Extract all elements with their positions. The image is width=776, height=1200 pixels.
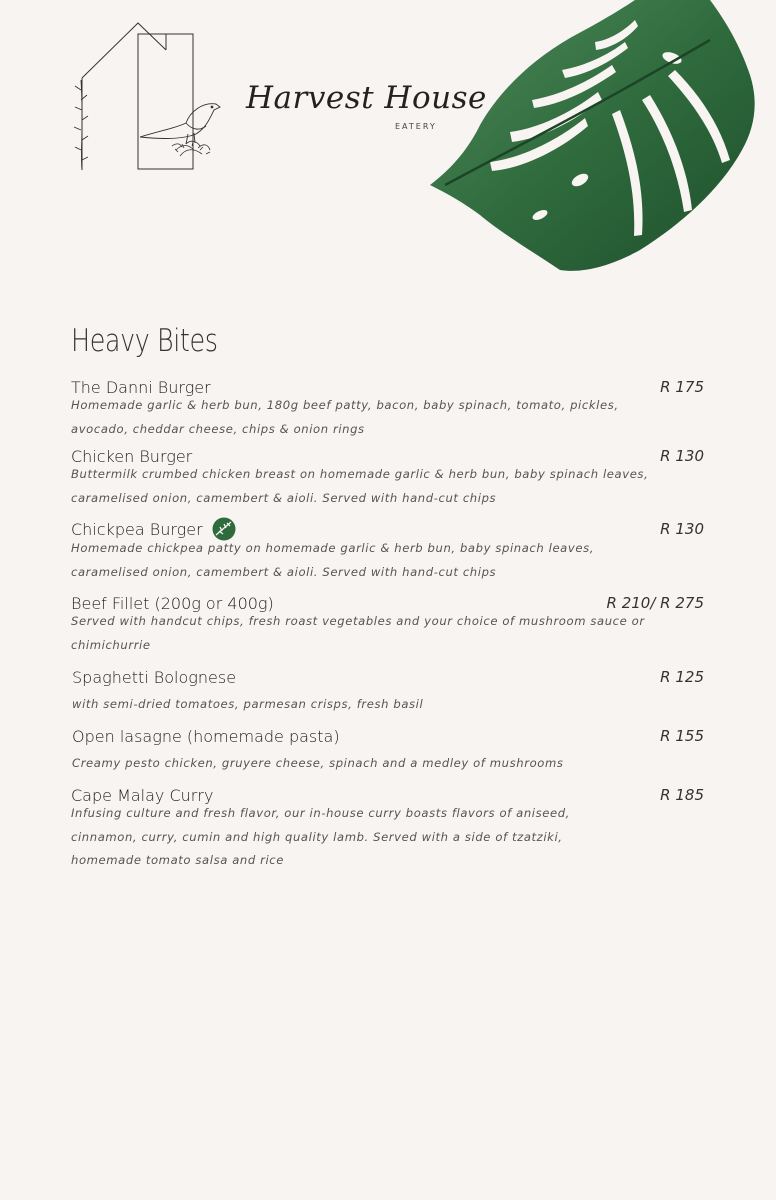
item-name: Cape Malay Curry — [71, 786, 214, 805]
item-price: R 185 — [660, 786, 704, 804]
item-price: R 210/ R 275 — [606, 594, 704, 612]
item-name: Beef Fillet (200g or 400g) — [71, 594, 274, 613]
item-price: R 125 — [660, 668, 704, 686]
item-price: R 130 — [660, 520, 704, 538]
item-description: Infusing culture and fresh flavor, our in-house curry boasts flavors of aniseed, cinnamon, curry, cumin and high quality lamb. Served with a side of tzatziki, homemade tomato salsa and rice — [71, 806, 570, 867]
item-name: The Danni Burger — [71, 378, 211, 397]
item-name: Chickpea Burger — [71, 520, 203, 539]
item-description: Homemade chickpea patty on homemade garlic & herb bun, baby spinach leaves, caramelised onion, camembert & aioli. Served with hand-cut chips — [71, 541, 595, 579]
item-description: Homemade garlic & herb bun, 180g beef patty, bacon, baby spinach, tomato, pickles, avocado, cheddar cheese, chips & onion rings — [71, 398, 619, 436]
item-price: R 175 — [660, 378, 704, 396]
item-name: Chicken Burger — [71, 447, 193, 466]
brand-subtitle: EATERY — [395, 122, 437, 131]
item-description: Buttermilk crumbed chicken breast on homemade garlic & herb bun, baby spinach leaves, caramelised onion, camembert & aioli. Served with hand-cut chips — [71, 467, 649, 505]
logo-house-bird — [68, 20, 238, 175]
brand-name: Harvest House — [246, 80, 487, 116]
item-description: Creamy pesto chicken, gruyere cheese, spinach and a medley of mushrooms — [72, 756, 564, 770]
item-description: with semi-dried tomatoes, parmesan crisps, fresh basil — [72, 697, 424, 711]
item-description: Served with handcut chips, fresh roast vegetables and your choice of mushroom sauce or chimichurrie — [71, 614, 645, 652]
item-name: Open lasagne (homemade pasta) — [72, 727, 340, 746]
item-price: R 155 — [660, 727, 704, 745]
item-name: Spaghetti Bolognese — [72, 668, 237, 687]
section-title: Heavy Bites — [71, 323, 218, 359]
monstera-leaf-icon — [420, 0, 760, 275]
item-price: R 130 — [660, 447, 704, 465]
